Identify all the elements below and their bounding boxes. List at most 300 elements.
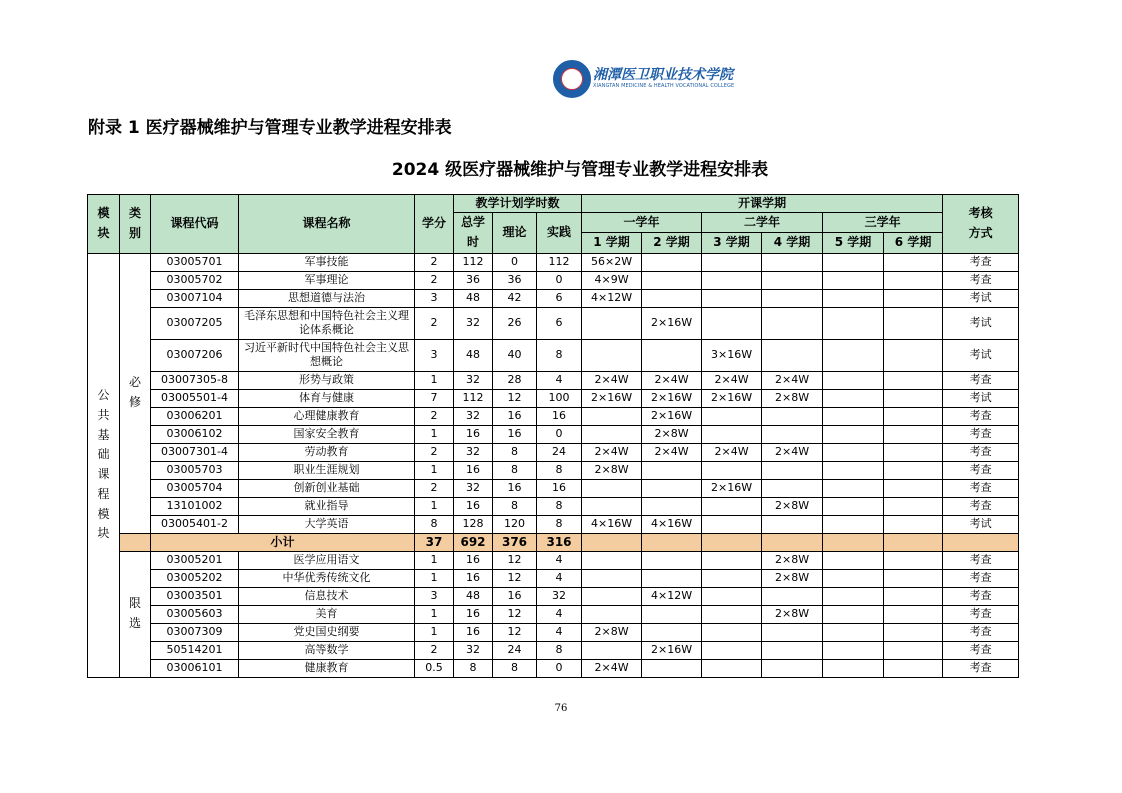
semester-2-cell	[642, 623, 702, 641]
course-practice-hours: 6	[537, 289, 582, 307]
semester-5-cell	[823, 497, 884, 515]
semester-5-cell	[823, 425, 884, 443]
semester-4-cell	[762, 587, 823, 605]
table-row	[88, 339, 1019, 371]
table-row	[88, 407, 1019, 425]
course-practice-hours: 24	[537, 443, 582, 461]
semester-4-cell	[762, 307, 823, 339]
course-exam-method: 考试	[943, 289, 1019, 307]
table-row	[88, 569, 1019, 587]
course-exam-method: 考查	[943, 551, 1019, 569]
course-code: 03005704	[151, 479, 239, 497]
table-row	[88, 371, 1019, 389]
course-theory-hours: 12	[493, 389, 537, 407]
semester-2-cell	[642, 271, 702, 289]
course-total-hours: 32	[454, 407, 493, 425]
course-code: 03005702	[151, 271, 239, 289]
course-practice-hours: 0	[537, 271, 582, 289]
course-code: 03005401-2	[151, 515, 239, 533]
semester-1-cell: 4×12W	[582, 289, 642, 307]
semester-3-cell	[702, 271, 762, 289]
course-practice-hours: 32	[537, 587, 582, 605]
course-practice-hours: 4	[537, 605, 582, 623]
course-total-hours: 16	[454, 623, 493, 641]
semester-2-cell: 4×16W	[642, 515, 702, 533]
table-row	[88, 641, 1019, 659]
subtotal-practice-hours: 316	[537, 533, 582, 551]
semester-6-cell	[884, 289, 943, 307]
semester-3-cell	[702, 605, 762, 623]
header-hours-group: 教学计划学时数	[454, 195, 582, 213]
course-code: 03007309	[151, 623, 239, 641]
subtotal-empty-cell	[884, 533, 943, 551]
course-name: 劳动教育	[239, 443, 415, 461]
semester-6-cell	[884, 339, 943, 371]
header-module: 模块	[88, 195, 120, 254]
semester-1-cell: 4×9W	[582, 271, 642, 289]
course-code: 03007301-4	[151, 443, 239, 461]
course-credits: 1	[415, 461, 454, 479]
subtotal-empty-cell	[702, 533, 762, 551]
course-total-hours: 32	[454, 307, 493, 339]
course-credits: 1	[415, 497, 454, 515]
semester-3-cell	[702, 425, 762, 443]
semester-1-cell	[582, 479, 642, 497]
semester-6-cell	[884, 443, 943, 461]
semester-5-cell	[823, 443, 884, 461]
table-row	[88, 253, 1019, 271]
course-code: 03005603	[151, 605, 239, 623]
table-row	[88, 289, 1019, 307]
course-theory-hours: 24	[493, 641, 537, 659]
subtotal-credits: 37	[415, 533, 454, 551]
semester-2-cell	[642, 569, 702, 587]
course-total-hours: 32	[454, 443, 493, 461]
semester-5-cell	[823, 605, 884, 623]
subtotal-empty-cell	[823, 533, 884, 551]
course-credits: 0.5	[415, 659, 454, 677]
course-exam-method: 考试	[943, 307, 1019, 339]
course-practice-hours: 8	[537, 461, 582, 479]
course-name: 创新创业基础	[239, 479, 415, 497]
course-code: 03006101	[151, 659, 239, 677]
semester-4-cell: 2×8W	[762, 497, 823, 515]
course-total-hours: 16	[454, 605, 493, 623]
course-credits: 7	[415, 389, 454, 407]
course-credits: 2	[415, 307, 454, 339]
semester-6-cell	[884, 389, 943, 407]
semester-2-cell	[642, 659, 702, 677]
semester-4-cell: 2×4W	[762, 443, 823, 461]
course-theory-hours: 40	[493, 339, 537, 371]
course-theory-hours: 16	[493, 425, 537, 443]
semester-3-cell	[702, 659, 762, 677]
semester-3-cell	[702, 289, 762, 307]
course-total-hours: 16	[454, 461, 493, 479]
subtotal-theory-hours: 376	[493, 533, 537, 551]
course-total-hours: 48	[454, 339, 493, 371]
course-credits: 3	[415, 339, 454, 371]
semester-1-cell	[582, 587, 642, 605]
course-name: 体育与健康	[239, 389, 415, 407]
semester-3-cell	[702, 307, 762, 339]
semester-3-cell	[702, 461, 762, 479]
course-practice-hours: 4	[537, 569, 582, 587]
course-theory-hours: 16	[493, 587, 537, 605]
semester-5-cell	[823, 307, 884, 339]
table-row	[88, 389, 1019, 407]
semester-5-cell	[823, 271, 884, 289]
semester-5-cell	[823, 389, 884, 407]
page-number: 76	[554, 703, 568, 714]
course-credits: 2	[415, 253, 454, 271]
course-practice-hours: 112	[537, 253, 582, 271]
semester-1-cell	[582, 339, 642, 371]
course-code: 03003501	[151, 587, 239, 605]
header-sem6: 6 学期	[884, 233, 943, 253]
semester-1-cell	[582, 407, 642, 425]
table-row	[88, 443, 1019, 461]
course-exam-method: 考查	[943, 569, 1019, 587]
course-theory-hours: 42	[493, 289, 537, 307]
course-theory-hours: 12	[493, 605, 537, 623]
course-credits: 2	[415, 443, 454, 461]
semester-1-cell	[582, 641, 642, 659]
semester-4-cell	[762, 425, 823, 443]
subtotal-category-cell	[120, 533, 151, 551]
college-logo	[553, 60, 735, 98]
semester-2-cell: 2×4W	[642, 371, 702, 389]
course-name: 美育	[239, 605, 415, 623]
semester-4-cell	[762, 461, 823, 479]
semester-5-cell	[823, 587, 884, 605]
course-name: 大学英语	[239, 515, 415, 533]
semester-1-cell: 2×4W	[582, 371, 642, 389]
course-exam-method: 考查	[943, 497, 1019, 515]
table-row	[88, 479, 1019, 497]
header-theory: 理论	[493, 213, 537, 254]
course-credits: 3	[415, 289, 454, 307]
course-theory-hours: 26	[493, 307, 537, 339]
college-emblem-icon	[553, 60, 591, 98]
semester-6-cell	[884, 407, 943, 425]
appendix-title: 附录 1 医疗器械维护与管理专业教学进程安排表	[88, 118, 452, 138]
course-credits: 2	[415, 407, 454, 425]
semester-5-cell	[823, 339, 884, 371]
header-category: 类别	[120, 195, 151, 254]
course-theory-hours: 8	[493, 461, 537, 479]
semester-4-cell: 2×4W	[762, 371, 823, 389]
semester-3-cell: 2×16W	[702, 389, 762, 407]
semester-1-cell	[582, 569, 642, 587]
header-sem2: 2 学期	[642, 233, 702, 253]
semester-5-cell	[823, 515, 884, 533]
header-credits: 学分	[415, 195, 454, 254]
semester-4-cell	[762, 479, 823, 497]
semester-2-cell	[642, 497, 702, 515]
course-name: 医学应用语文	[239, 551, 415, 569]
course-name: 思想道德与法治	[239, 289, 415, 307]
course-total-hours: 8	[454, 659, 493, 677]
course-credits: 8	[415, 515, 454, 533]
course-total-hours: 16	[454, 569, 493, 587]
course-credits: 3	[415, 587, 454, 605]
course-practice-hours: 8	[537, 515, 582, 533]
header-sem1: 1 学期	[582, 233, 642, 253]
header-year1: 一学年	[582, 213, 702, 233]
semester-2-cell: 2×4W	[642, 443, 702, 461]
course-practice-hours: 4	[537, 551, 582, 569]
semester-3-cell	[702, 587, 762, 605]
header-total-hours: 总学时	[454, 213, 493, 254]
semester-3-cell: 2×4W	[702, 443, 762, 461]
semester-2-cell	[642, 339, 702, 371]
course-exam-method: 考试	[943, 339, 1019, 371]
semester-5-cell	[823, 659, 884, 677]
course-code: 03006201	[151, 407, 239, 425]
course-exam-method: 考试	[943, 515, 1019, 533]
course-name: 信息技术	[239, 587, 415, 605]
course-theory-hours: 16	[493, 479, 537, 497]
semester-4-cell: 2×8W	[762, 569, 823, 587]
semester-6-cell	[884, 497, 943, 515]
semester-1-cell: 4×16W	[582, 515, 642, 533]
course-total-hours: 48	[454, 289, 493, 307]
course-credits: 1	[415, 569, 454, 587]
course-total-hours: 16	[454, 425, 493, 443]
semester-6-cell	[884, 587, 943, 605]
table-row	[88, 307, 1019, 339]
subtotal-empty-cell	[762, 533, 823, 551]
semester-5-cell	[823, 479, 884, 497]
semester-6-cell	[884, 371, 943, 389]
course-exam-method: 考查	[943, 479, 1019, 497]
semester-5-cell	[823, 551, 884, 569]
table-row	[88, 623, 1019, 641]
category-cell	[120, 551, 151, 677]
logo-subtitle: XIANGTAN MEDICINE & HEALTH VOCATIONAL COLLEGE	[593, 83, 735, 89]
table-row	[88, 551, 1019, 569]
course-practice-hours: 6	[537, 307, 582, 339]
semester-2-cell: 2×16W	[642, 641, 702, 659]
semester-1-cell	[582, 497, 642, 515]
course-practice-hours: 4	[537, 371, 582, 389]
semester-4-cell: 2×8W	[762, 389, 823, 407]
semester-4-cell	[762, 289, 823, 307]
semester-3-cell: 3×16W	[702, 339, 762, 371]
semester-6-cell	[884, 253, 943, 271]
course-name: 国家安全教育	[239, 425, 415, 443]
table-title: 2024 级医疗器械维护与管理专业教学进程安排表	[391, 160, 769, 180]
course-name: 心理健康教育	[239, 407, 415, 425]
course-practice-hours: 4	[537, 623, 582, 641]
module-cell	[88, 253, 120, 677]
course-code: 03007206	[151, 339, 239, 371]
course-name: 健康教育	[239, 659, 415, 677]
course-total-hours: 112	[454, 253, 493, 271]
semester-5-cell	[823, 461, 884, 479]
semester-1-cell	[582, 307, 642, 339]
table-row	[88, 605, 1019, 623]
semester-6-cell	[884, 641, 943, 659]
subtotal-row	[88, 533, 1019, 551]
course-name: 毛泽东思想和中国特色社会主义理论体系概论	[239, 307, 415, 339]
module-label: 公共基础课程模块	[97, 387, 110, 541]
table-row	[88, 461, 1019, 479]
subtotal-empty-cell	[582, 533, 642, 551]
semester-3-cell: 2×16W	[702, 479, 762, 497]
semester-6-cell	[884, 271, 943, 289]
course-credits: 1	[415, 425, 454, 443]
course-exam-method: 考查	[943, 659, 1019, 677]
course-theory-hours: 8	[493, 659, 537, 677]
semester-3-cell: 2×4W	[702, 371, 762, 389]
course-code: 13101002	[151, 497, 239, 515]
semester-1-cell	[582, 551, 642, 569]
semester-1-cell	[582, 605, 642, 623]
course-exam-method: 考查	[943, 641, 1019, 659]
course-total-hours: 48	[454, 587, 493, 605]
semester-6-cell	[884, 461, 943, 479]
course-exam-method: 考查	[943, 587, 1019, 605]
semester-4-cell	[762, 253, 823, 271]
semester-2-cell	[642, 289, 702, 307]
semester-2-cell: 2×16W	[642, 307, 702, 339]
course-theory-hours: 12	[493, 551, 537, 569]
course-code: 03005201	[151, 551, 239, 569]
category-cell	[120, 253, 151, 533]
semester-4-cell	[762, 407, 823, 425]
course-total-hours: 32	[454, 479, 493, 497]
course-exam-method: 考查	[943, 253, 1019, 271]
semester-6-cell	[884, 551, 943, 569]
semester-4-cell	[762, 339, 823, 371]
semester-2-cell	[642, 605, 702, 623]
course-credits: 2	[415, 641, 454, 659]
course-theory-hours: 12	[493, 569, 537, 587]
header-name: 课程名称	[239, 195, 415, 254]
header-year2: 二学年	[702, 213, 823, 233]
semester-5-cell	[823, 371, 884, 389]
course-credits: 2	[415, 271, 454, 289]
semester-5-cell	[823, 569, 884, 587]
subtotal-empty-cell	[943, 533, 1019, 551]
course-name: 习近平新时代中国特色社会主义思想概论	[239, 339, 415, 371]
semester-3-cell	[702, 497, 762, 515]
header-year3: 三学年	[823, 213, 943, 233]
course-credits: 1	[415, 371, 454, 389]
header-sem4: 4 学期	[762, 233, 823, 253]
semester-6-cell	[884, 659, 943, 677]
subtotal-empty-cell	[642, 533, 702, 551]
subtotal-label: 小计	[151, 533, 415, 551]
semester-2-cell	[642, 253, 702, 271]
subtotal-total-hours: 692	[454, 533, 493, 551]
course-total-hours: 16	[454, 551, 493, 569]
course-theory-hours: 8	[493, 443, 537, 461]
semester-6-cell	[884, 425, 943, 443]
table-row	[88, 515, 1019, 533]
semester-2-cell	[642, 479, 702, 497]
table-row	[88, 587, 1019, 605]
course-exam-method: 考查	[943, 425, 1019, 443]
course-practice-hours: 100	[537, 389, 582, 407]
semester-5-cell	[823, 289, 884, 307]
course-exam-method: 考查	[943, 407, 1019, 425]
course-name: 军事理论	[239, 271, 415, 289]
table-row	[88, 659, 1019, 677]
course-exam-method: 考查	[943, 623, 1019, 641]
semester-4-cell	[762, 271, 823, 289]
semester-3-cell	[702, 551, 762, 569]
semester-4-cell	[762, 659, 823, 677]
course-exam-method: 考查	[943, 461, 1019, 479]
course-total-hours: 32	[454, 641, 493, 659]
semester-4-cell	[762, 623, 823, 641]
semester-3-cell	[702, 623, 762, 641]
semester-4-cell	[762, 515, 823, 533]
logo-name: 湘潭医卫职业技术学院	[593, 67, 733, 83]
course-theory-hours: 120	[493, 515, 537, 533]
header-sem5: 5 学期	[823, 233, 884, 253]
course-exam-method: 考试	[943, 389, 1019, 407]
table-row	[88, 497, 1019, 515]
semester-6-cell	[884, 515, 943, 533]
course-code: 03005701	[151, 253, 239, 271]
semester-2-cell: 2×16W	[642, 407, 702, 425]
course-name: 形势与政策	[239, 371, 415, 389]
semester-2-cell	[642, 461, 702, 479]
table-row	[88, 425, 1019, 443]
semester-6-cell	[884, 307, 943, 339]
semester-4-cell	[762, 641, 823, 659]
course-credits: 1	[415, 605, 454, 623]
course-theory-hours: 36	[493, 271, 537, 289]
course-credits: 1	[415, 551, 454, 569]
semester-3-cell	[702, 569, 762, 587]
course-total-hours: 128	[454, 515, 493, 533]
semester-3-cell	[702, 253, 762, 271]
course-name: 高等数学	[239, 641, 415, 659]
course-name: 中华优秀传统文化	[239, 569, 415, 587]
course-code: 03005202	[151, 569, 239, 587]
header-semester-group: 开课学期	[582, 195, 943, 213]
semester-2-cell: 2×8W	[642, 425, 702, 443]
schedule-table	[87, 194, 1019, 678]
course-credits: 2	[415, 479, 454, 497]
semester-5-cell	[823, 641, 884, 659]
course-code: 03005501-4	[151, 389, 239, 407]
course-name: 职业生涯规划	[239, 461, 415, 479]
course-total-hours: 16	[454, 497, 493, 515]
course-code: 03007205	[151, 307, 239, 339]
course-theory-hours: 16	[493, 407, 537, 425]
course-code: 50514201	[151, 641, 239, 659]
course-code: 03007305-8	[151, 371, 239, 389]
course-theory-hours: 8	[493, 497, 537, 515]
header-practice: 实践	[537, 213, 582, 254]
table-row	[88, 271, 1019, 289]
course-theory-hours: 0	[493, 253, 537, 271]
course-practice-hours: 8	[537, 641, 582, 659]
course-exam-method: 考查	[943, 371, 1019, 389]
course-total-hours: 32	[454, 371, 493, 389]
semester-6-cell	[884, 569, 943, 587]
semester-2-cell: 4×12W	[642, 587, 702, 605]
course-practice-hours: 0	[537, 659, 582, 677]
course-total-hours: 112	[454, 389, 493, 407]
header-code: 课程代码	[151, 195, 239, 254]
